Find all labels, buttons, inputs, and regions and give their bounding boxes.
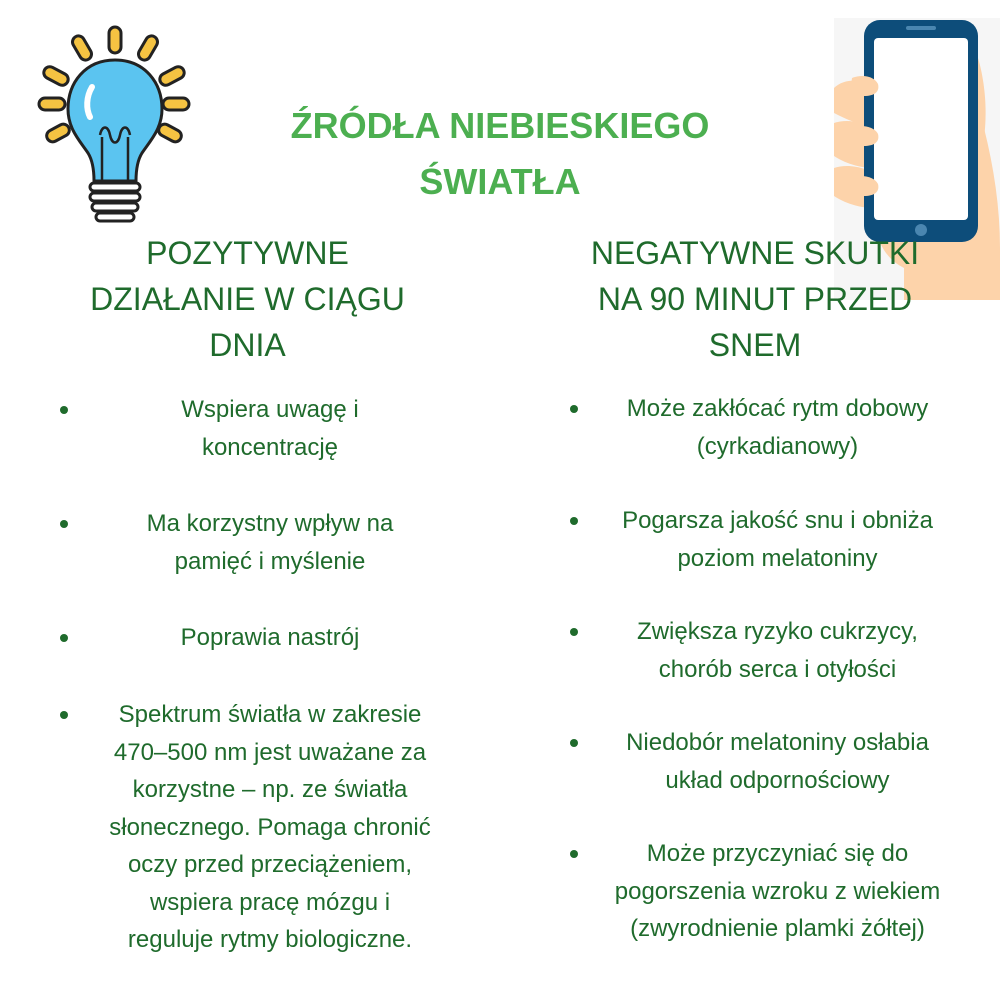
page-title — [250, 98, 750, 210]
text-line: Poprawia nastrój — [180, 624, 360, 651]
bullet-dot — [60, 711, 68, 719]
list-item-text — [585, 502, 970, 577]
bullet-dot — [60, 634, 68, 642]
bullet-dot — [60, 406, 68, 414]
bullet-dot — [570, 850, 578, 858]
negative-effects-heading — [560, 230, 950, 368]
heading-line: POZYTYWNE — [146, 235, 349, 271]
text-line: poziom melatoniny — [677, 544, 878, 572]
list-item-text — [585, 835, 970, 948]
positive-effects-heading — [60, 230, 435, 368]
list-item-text — [585, 724, 970, 799]
bullet-dot — [570, 405, 578, 413]
text-line: 470–500 nm jest uważane za — [113, 738, 427, 766]
text-line: (zwyrodnienie plamki żółtej) — [630, 915, 925, 942]
heading-line: NA 90 MINUT PRZED — [597, 281, 913, 317]
text-line: Zwiększa ryzyko cukrzycy, — [637, 618, 918, 645]
text-line: wspiera pracę mózgu i — [149, 888, 391, 916]
text-line: Może zakłócać rytm dobowy — [626, 395, 929, 422]
text-line: Ma korzystny wpływ na — [146, 510, 394, 537]
text-line: chorób serca i otyłości — [658, 655, 897, 683]
text-line: Wspiera uwagę i — [181, 396, 359, 423]
text-line: układ odpornościowy — [665, 766, 890, 794]
text-line: pogorszenia wzroku z wiekiem — [614, 877, 941, 905]
text-line: Niedobór melatoniny osłabia — [626, 729, 929, 756]
list-item-text — [585, 390, 970, 465]
text-line: pamięć i myślenie — [174, 547, 366, 575]
lightbulb-icon — [30, 25, 200, 235]
text-line: oczy przed przeciążeniem, — [127, 851, 413, 878]
text-line: Może przyczyniać się do — [646, 840, 909, 867]
text-line: Spektrum światła w zakresie — [118, 701, 422, 728]
list-item-text — [585, 613, 970, 688]
text-line: korzystne – np. ze światła — [132, 776, 408, 803]
heading-line: SNEM — [708, 327, 802, 363]
heading-line: NEGATYWNE SKUTKI — [590, 235, 920, 271]
list-item-text — [85, 696, 455, 959]
heading-line: DZIAŁANIE W CIĄGU — [90, 281, 405, 317]
list-item-text — [85, 391, 455, 466]
list-item-text — [85, 505, 455, 580]
heading-line: DNIA — [209, 327, 286, 363]
bullet-dot — [570, 517, 578, 525]
text-line: koncentrację — [201, 433, 339, 461]
title-line-2: ŚWIATŁA — [419, 161, 581, 202]
text-line: słonecznego. Pomaga chronić — [109, 813, 431, 841]
title-line-1: ŹRÓDŁA NIEBIESKIEGO — [290, 105, 710, 146]
bullet-dot — [570, 739, 578, 747]
text-line: Pogarsza jakość snu i obniża — [622, 507, 933, 534]
bullet-dot — [60, 520, 68, 528]
text-line: (cyrkadianowy) — [696, 432, 859, 460]
list-item-text — [85, 619, 455, 657]
text-line: reguluje rytmy biologiczne. — [127, 926, 413, 953]
bullet-dot — [570, 628, 578, 636]
